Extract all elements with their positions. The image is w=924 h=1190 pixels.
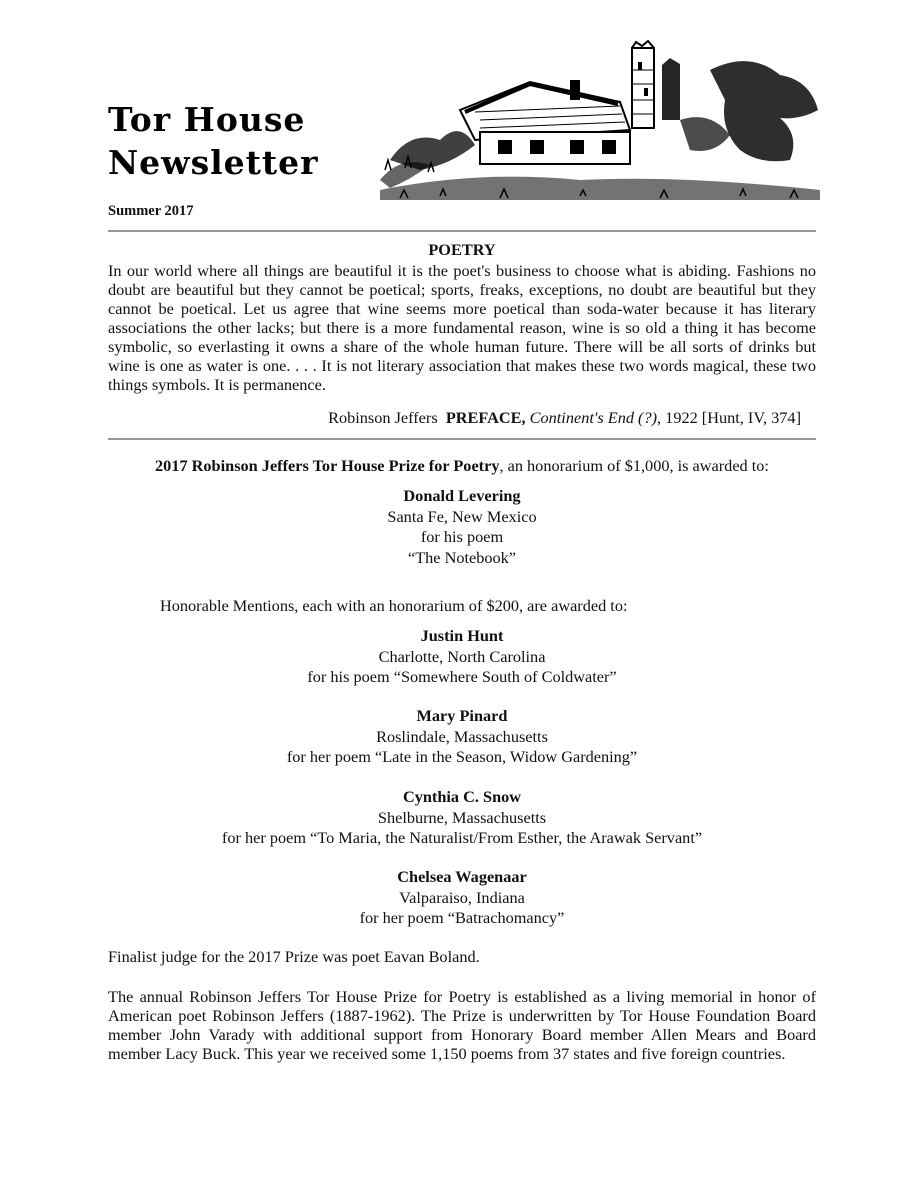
judge-note: Finalist judge for the 2017 Prize was poet Eavan Boland. — [108, 947, 480, 966]
honorable-mention — [108, 706, 816, 768]
issue-date: Summer 2017 — [108, 203, 194, 219]
winner-name: Donald Levering — [403, 486, 521, 505]
divider — [108, 438, 816, 440]
mention-name: Chelsea Wagenaar — [397, 867, 527, 886]
attribution-author: Robinson Jeffers — [328, 408, 438, 427]
mention-poem: for his poem “Somewhere South of Coldwater” — [307, 667, 617, 686]
prize-name: 2017 Robinson Jeffers Tor House Prize for Poetry — [155, 456, 500, 475]
winner-line: for his poem — [420, 527, 504, 546]
prize-description: The annual Robinson Jeffers Tor House Prize for Poetry is established as a living memorial in honor of American poet Robinson Jeffers (1887-1962). The Prize is underwritten by Tor House Foundation Board member John Varady with additional support from Honorary Board member Allen Mears and Board member Lacy Buck. This year we received some 1,150 poems from 37 states and five foreign countries. — [108, 987, 816, 1063]
quote-attribution — [108, 408, 801, 427]
honorable-mention — [108, 867, 816, 929]
winner-block — [108, 486, 816, 568]
mention-location: Valparaiso, Indiana — [399, 887, 525, 907]
honorable-mention — [108, 787, 816, 849]
tor-house-illustration — [380, 40, 820, 210]
honorable-mentions-intro: Honorable Mentions, each with an honorarium of $200, are awarded to: — [160, 596, 628, 615]
mention-poem: for her poem “Late in the Season, Widow Gardening” — [286, 747, 638, 766]
mention-name: Justin Hunt — [420, 626, 504, 645]
mention-location: Roslindale, Massachusetts — [376, 726, 548, 746]
mention-location: Charlotte, North Carolina — [378, 646, 546, 666]
poetry-quote — [108, 261, 816, 394]
attribution-book: Continent's End (?) — [529, 408, 658, 427]
winner-poem: “The Notebook” — [407, 547, 517, 567]
poetry-quote-text: In our world where all things are beautiful it is the poet's business to choose what is abiding. Fashions no doubt are beautiful but they cannot be poetical; sports, freaks, exceptions, no doubt are beautiful but they cannot be poetical. Let us agree that wine seems more poetical than soda-water because it has literary associations the other lacks; but there is a more fundamental reason, wine is so old a thing it has become symbolic, so everlasting it owns a share of the whole human future. There will be all sorts of drinks but wine is one as water is one. . . . It is not literary association that makes these two words magical, these two things symbols. It is permanence. — [108, 261, 816, 394]
winner-location: Santa Fe, New Mexico — [387, 506, 537, 526]
honorable-mention — [108, 626, 816, 688]
attribution-cite: , 1922 [Hunt, IV, 374] — [657, 408, 801, 427]
mention-name: Cynthia C. Snow — [402, 787, 522, 806]
newsletter-title — [108, 98, 388, 184]
poetry-heading: POETRY — [428, 240, 496, 259]
divider — [108, 230, 816, 232]
prize-intro-rest: , an honorarium of $1,000, is awarded to: — [499, 456, 769, 475]
mention-name: Mary Pinard — [416, 706, 508, 725]
attribution-work: PREFACE, — [445, 408, 526, 427]
mention-poem: for her poem “Batrachomancy” — [359, 908, 565, 927]
title-line-2: Newsletter — [108, 143, 319, 182]
prize-intro — [108, 456, 816, 475]
mention-poem: for her poem “To Maria, the Naturalist/From Esther, the Arawak Servant” — [221, 828, 703, 847]
mention-location: Shelburne, Massachusetts — [377, 807, 547, 827]
title-line-1: Tor House — [108, 100, 306, 139]
